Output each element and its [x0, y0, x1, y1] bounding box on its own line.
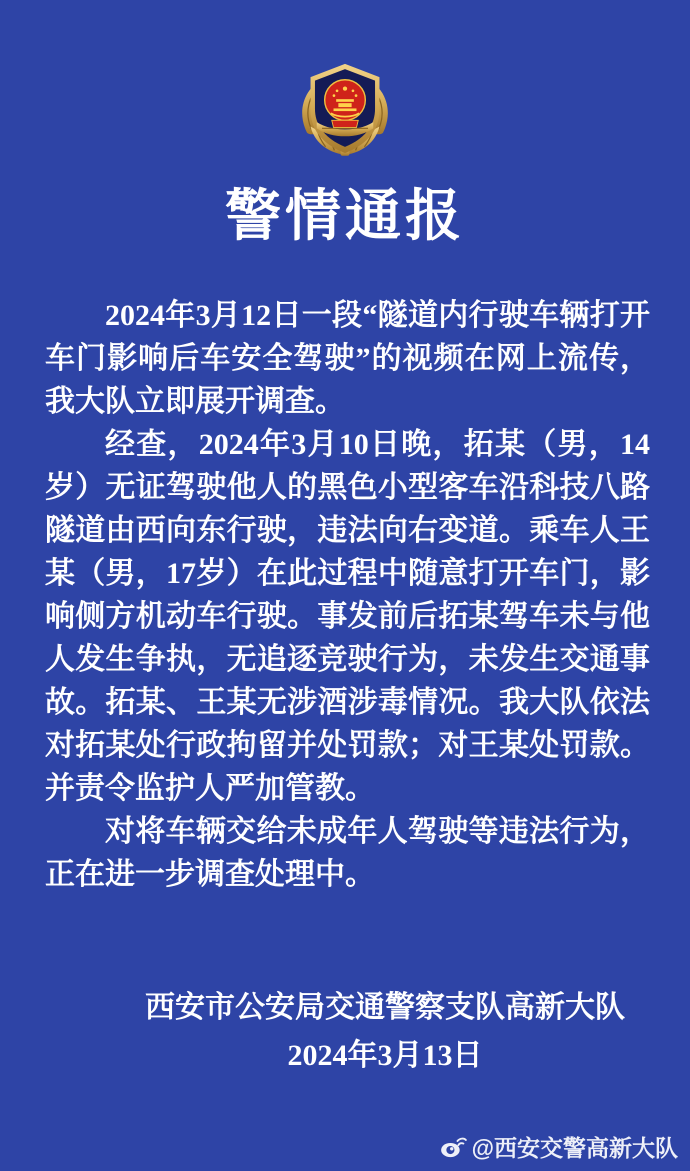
- weibo-watermark: [440, 1130, 678, 1163]
- issuing-agency: 西安市公安局交通警察支队高新大队: [145, 991, 625, 1024]
- weibo-handle: @西安交警高新大队: [471, 1135, 678, 1161]
- issue-date: 2024年3月13日: [287, 1039, 483, 1072]
- notice-paragraph-2: 经查，2024年3月10日晚，拓某（男，14岁）无证驾驶他人的黑色小型客车沿科技八路隧道由西向东行驶，违法向右变道。乘车人王某（男，17岁）在此过程中随意打开车门，影响侧方机动车行驶。事发前后拓某驾车未与他人发生争执，无追逐竞驶行为，未发生交通事故。拓某、王某无涉酒涉毒情况。我大队依法对拓某处行政拘留并处罚款；对王某处罚款。并责令监护人严加管教。: [45, 428, 650, 805]
- weibo-icon: [440, 1135, 467, 1158]
- notice-paragraph-1: 2024年3月12日一段“隧道内行驶车辆打开车门影响后车安全驾驶”的视频在网上流传，我大队立即展开调查。: [45, 299, 650, 418]
- notice-body: [0, 294, 690, 896]
- notice-paragraph-3: 对将车辆交给未成年人驾驶等违法行为，正在进一步调查处理中。: [45, 815, 650, 891]
- notice-title: 警情通报: [225, 186, 465, 248]
- police-badge-emblem: [292, 56, 398, 160]
- signature-block: [0, 984, 690, 1080]
